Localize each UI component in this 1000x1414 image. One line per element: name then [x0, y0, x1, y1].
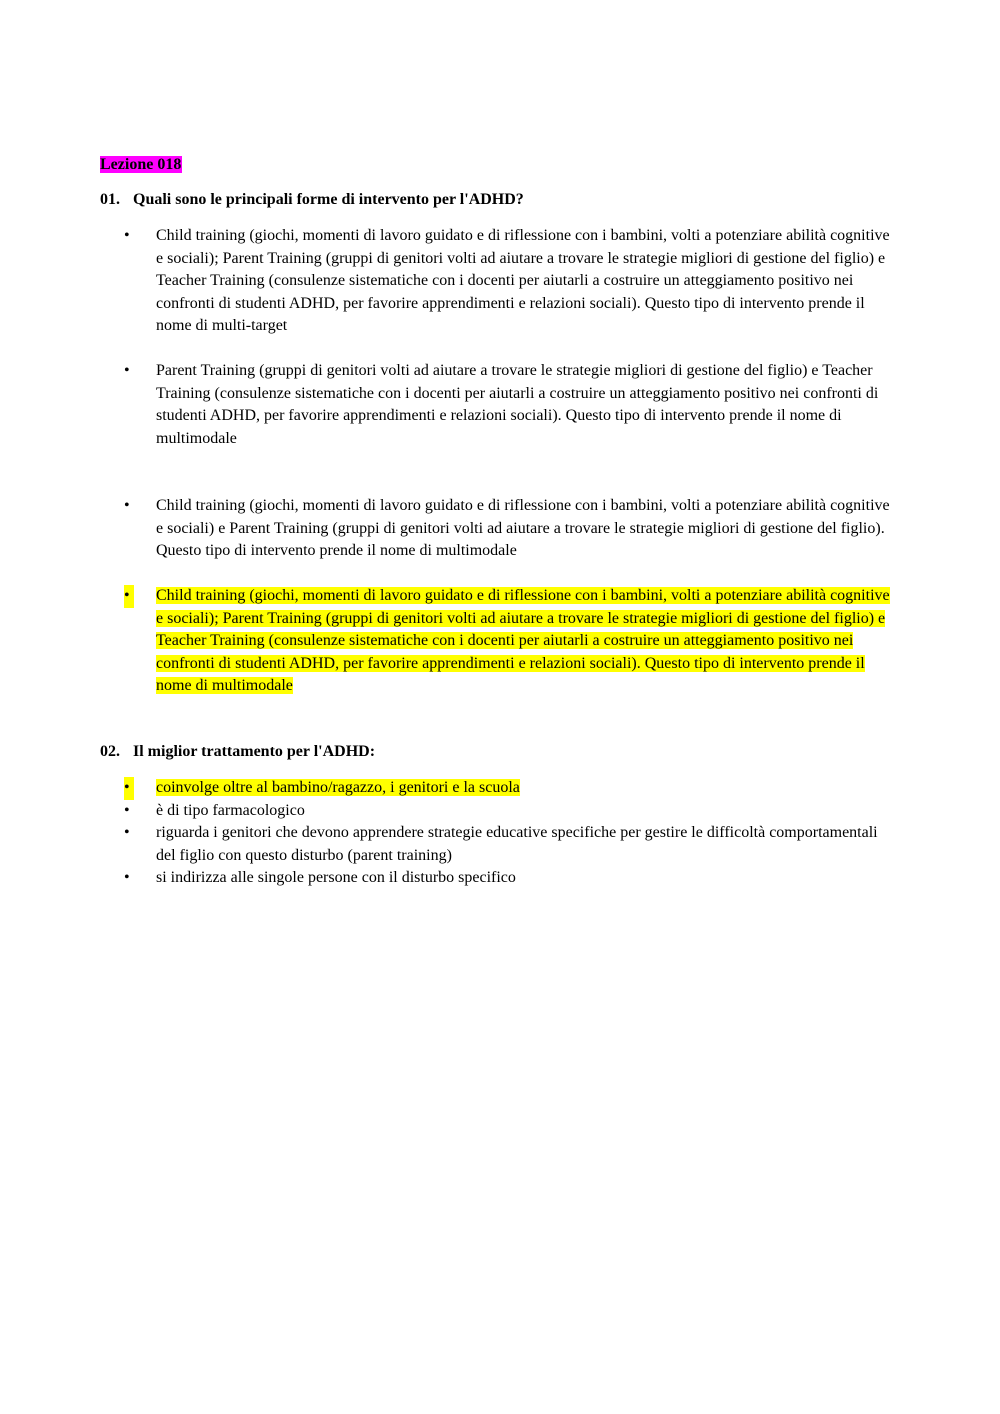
bullet-icon: • [124, 801, 130, 819]
answer-option[interactable] [100, 495, 900, 563]
answer-option-text: Child training (giochi, momenti di lavoro guidato e di riflessione con i bambini, volti a potenziare abilità cognitive e sociali); Parent Training (gruppi di genitori volti ad aiutare a trovare le strategie migliori di gestione del figlio) e Teacher Training (consulenze sistematiche con i docenti per aiutarli a costruire un atteggiamento positivo nei confronti di studenti ADHD, per favorire apprendimenti e relazioni sociali). Questo tipo di intervento prende il nome di multi-target [156, 227, 890, 334]
answer-option-text: è di tipo farmacologico [156, 801, 305, 819]
bullet-icon: • [124, 869, 130, 886]
bullet-icon: • [124, 824, 130, 841]
answer-option-correct[interactable] [100, 585, 900, 698]
question-number: 01. [100, 191, 120, 208]
question-2 [100, 741, 900, 763]
lesson-title-text: Lezione 018 [100, 156, 182, 173]
answer-option[interactable] [100, 822, 900, 867]
answer-option-text: Parent Training (gruppi di genitori volti ad aiutare a trovare le strategie migliori di gestione del figlio) e Teacher Training (consulenze sistematiche con i docenti per aiutarli a costruire un atteggiamento positivo nei confronti di studenti ADHD, per favorire apprendimenti e relazioni sociali). Questo tipo di intervento prende il nome di multimodale [156, 362, 879, 447]
answer-option-text: coinvolge oltre al bambino/ragazzo, i genitori e la scuola [156, 779, 520, 796]
answer-option-text: Child training (giochi, momenti di lavoro guidato e di riflessione con i bambini, volti a potenziare abilità cognitive e sociali); Parent Training (gruppi di genitori volti ad aiutare a trovare le strategie migliori di gestione del figlio) e Teacher Training (consulenze sistematiche con i docenti per aiutarli a costruire un atteggiamento positivo nei confronti di studenti ADHD, per favorire apprendimenti e relazioni sociali). Questo tipo di intervento prende il nome di multimodale [156, 587, 890, 694]
bullet-icon: • [124, 227, 130, 244]
answer-option[interactable] [100, 867, 900, 890]
answer-option-text: si indirizza alle singole persone con il disturbo specifico [156, 869, 516, 886]
question-text: Quali sono le principali forme di intervento per l'ADHD? [133, 191, 524, 208]
answer-option-text: Child training (giochi, momenti di lavoro guidato e di riflessione con i bambini, volti a potenziare abilità cognitive e sociali) e Parent Training (gruppi di genitori volti ad aiutare a trovare le strategie migliori di gestione del figlio). Questo tipo di intervento prende il nome di multimodale [156, 497, 890, 559]
bullet-icon: • [124, 362, 130, 379]
answer-options-q2 [100, 777, 900, 890]
answer-option-text: riguarda i genitori che devono apprendere strategie educative specifiche per gestire le difficoltà comportamentali del figlio con questo disturbo (parent training) [156, 824, 878, 864]
answer-option[interactable] [100, 800, 900, 823]
answer-options-q1 [100, 225, 900, 698]
answer-option[interactable] [100, 225, 900, 338]
bullet-icon: • [124, 585, 134, 608]
bullet-icon: • [124, 777, 134, 800]
question-number: 02. [100, 743, 120, 760]
bullet-icon: • [124, 497, 130, 514]
answer-option-correct[interactable] [100, 777, 900, 800]
answer-option[interactable] [100, 360, 900, 450]
question-1 [100, 189, 900, 211]
lesson-title [100, 154, 182, 176]
question-text: Il miglior trattamento per l'ADHD: [133, 743, 376, 760]
